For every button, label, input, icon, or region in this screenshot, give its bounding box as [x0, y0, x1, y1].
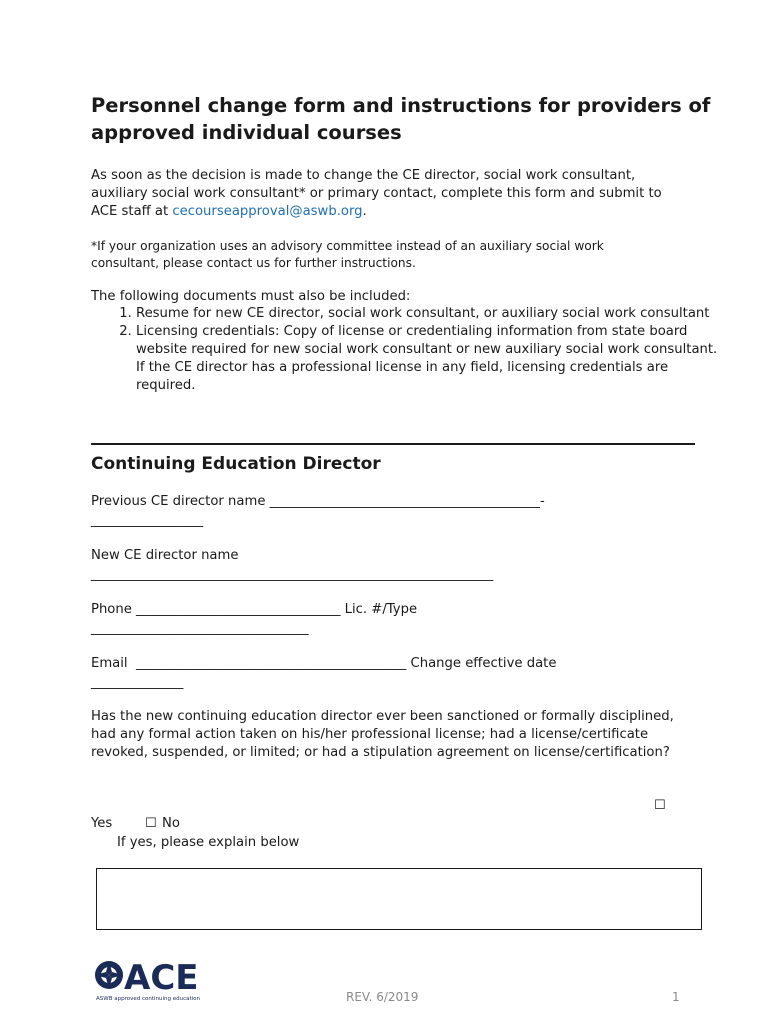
logo-tagline: ASWB approved continuing education: [96, 996, 201, 1002]
revision-label: REV. 6/2019: [346, 990, 419, 1004]
yes-label: Yes: [91, 816, 113, 831]
license-type-field[interactable]: _________________________________: [91, 621, 309, 636]
explanation-textbox[interactable]: [96, 868, 702, 930]
effective-date-field[interactable]: ______________: [91, 675, 184, 690]
logo-wordmark: ACE: [124, 958, 199, 998]
intro-text-end: .: [362, 204, 367, 219]
intro-text: As soon as the decision is made to change the CE director, social work consultant, auxiliary social work consultant* or primary contact, complete this form and submit to ACE staff at: [91, 168, 662, 219]
footnote: *If your organization uses an advisory committee instead of an auxiliary social work consultant, please contact us for further instructions.: [91, 239, 604, 270]
email-effective-date-field[interactable]: Email _________________________________________ Change effective date: [91, 656, 557, 671]
yes-checkbox[interactable]: ☐: [654, 798, 666, 813]
documents-list: [91, 305, 726, 395]
email-link[interactable]: cecourseapproval@aswb.org: [172, 204, 363, 219]
new-director-field[interactable]: _____________________________________________________________: [91, 567, 494, 582]
explain-prompt: If yes, please explain below: [117, 835, 300, 850]
previous-director-field-continued[interactable]: _________________: [91, 513, 204, 528]
page-number: 1: [672, 990, 680, 1004]
page-title: Personnel change form and instructions for providers of approved individual courses: [91, 94, 711, 144]
section-heading: Continuing Education Director: [91, 454, 381, 474]
previous-director-field[interactable]: Previous CE director name _________________________________________-: [91, 494, 545, 509]
ace-logo: [94, 956, 220, 1004]
sanction-question: Has the new continuing education director ever been sanctioned or formally disciplined, had any formal action taken on his/her professional license; had a license/certificate revoked, suspended, or limited; or had a stipulation agreement on license/certification?: [91, 709, 674, 760]
no-checkbox[interactable]: ☐: [145, 816, 157, 831]
documents-heading: The following documents must also be included:: [91, 289, 411, 304]
list-item: 1. Resume for new CE director, social work consultant, or auxiliary social work consultant: [136, 305, 726, 323]
section-divider: [91, 443, 695, 445]
new-director-label: New CE director name: [91, 548, 239, 563]
aswb-emblem-icon: [95, 961, 123, 989]
no-label: No: [162, 816, 180, 831]
list-item: 2. Licensing credentials: Copy of license or credentialing information from state board website required for new social work consultant or new auxiliary social work consultant. If the CE director has a professional license in any field, licensing credentials are required.: [136, 323, 726, 395]
phone-license-field[interactable]: Phone _______________________________ Lic. #/Type: [91, 602, 418, 617]
intro-paragraph: [91, 167, 681, 221]
